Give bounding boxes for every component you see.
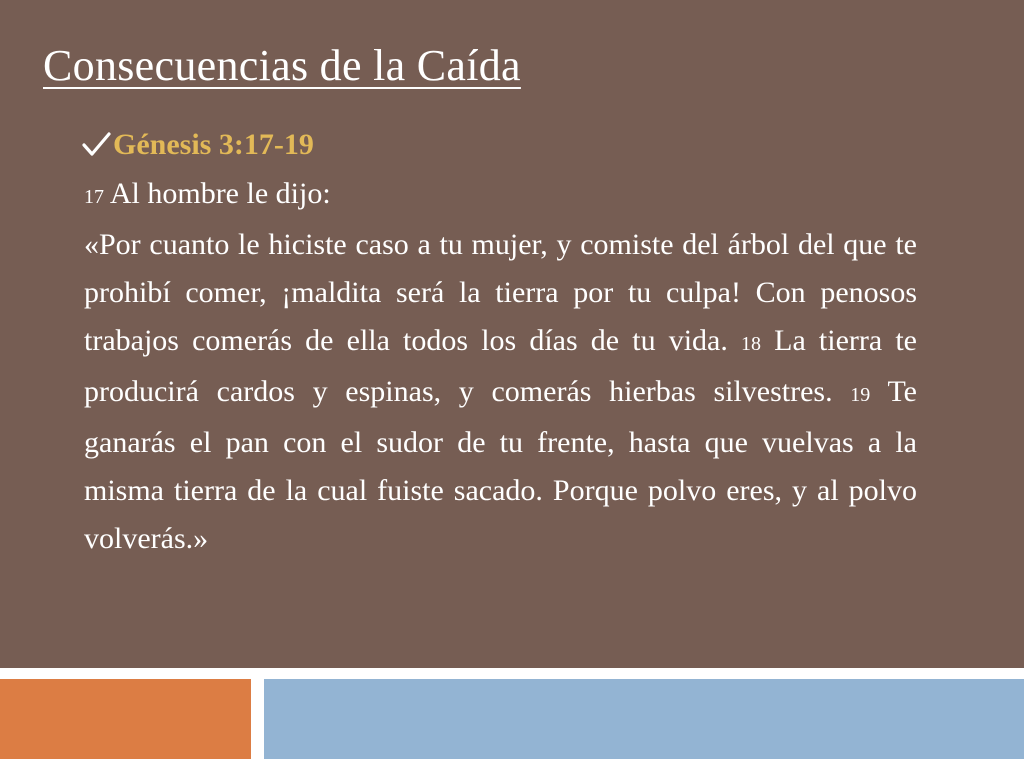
verse-body <box>84 221 917 563</box>
scripture-heading <box>81 128 917 162</box>
verse-19-text: Te ganarás el pan con el sudor de tu frente, hasta que vuelvas a la misma tierra de la cual fuiste sacado. Porque polvo eres, y al polvo volverás.» <box>84 375 917 555</box>
verse-number-17: 17 <box>84 186 104 208</box>
check-icon <box>81 130 111 160</box>
verse-number-18: 18 <box>741 333 762 355</box>
scripture-reference: Génesis 3:17-19 <box>113 128 314 161</box>
verse-17-intro-line <box>84 170 917 221</box>
verse-18-text: La tierra te producirá cardos y espinas, y comerás hierbas silvestres. <box>84 324 917 408</box>
verse-17-text: «Por cuanto le hiciste caso a tu mujer, y comiste del árbol del que te prohibí comer, ¡maldita será la tierra por tu culpa! Con penosos trabajos comerás de ella todos los días de tu vida. <box>84 228 917 357</box>
slide-content <box>84 128 917 563</box>
accent-bar-orange <box>0 679 251 759</box>
verse-17-intro: Al hombre le dijo: <box>109 177 331 210</box>
accent-bar-blue <box>264 679 1024 759</box>
verse-number-19: 19 <box>850 384 871 406</box>
slide-title: Consecuencias de la Caída <box>43 41 521 90</box>
